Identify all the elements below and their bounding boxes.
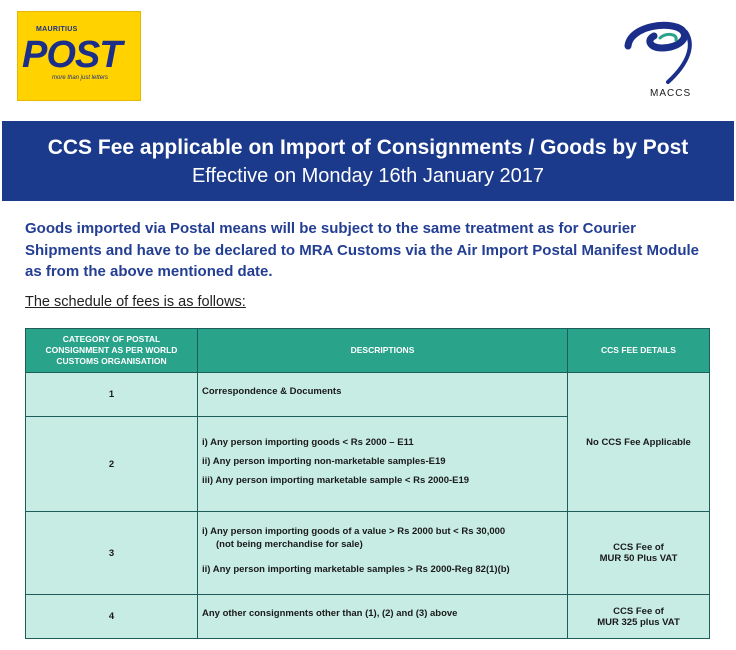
table-row	[26, 595, 710, 639]
description-line: iii) Any person importing marketable sample < Rs 2000-E19	[202, 474, 470, 486]
page-subtitle: Effective on Monday 16th January 2017	[191, 165, 545, 187]
fee-cell: No CCS Fee Applicable	[568, 373, 710, 512]
fee-line: CCS Fee of	[613, 542, 664, 553]
description-cell	[198, 373, 568, 417]
table-header-row	[26, 329, 710, 373]
fee-cell	[568, 595, 710, 639]
header-descriptions: DESCRIPTIONS	[198, 329, 568, 373]
category-cell: 2	[26, 417, 198, 512]
category-cell: 3	[26, 512, 198, 595]
description-cell	[198, 595, 568, 639]
page-title: CCS Fee applicable on Import of Consignments / Goods by Post	[47, 136, 689, 159]
description-line: ii) Any person importing marketable samples > Rs 2000-Reg 82(1)(b)	[202, 563, 510, 575]
mauritius-post-logo	[17, 11, 141, 101]
description-cell	[198, 417, 568, 512]
header-fee: CCS FEE DETAILS	[568, 329, 710, 373]
fee-line: CCS Fee of	[613, 605, 664, 617]
category-cell: 4	[26, 595, 198, 639]
description-line: i) Any person importing goods < Rs 2000 – E11	[202, 436, 414, 448]
description-line: Correspondence & Documents	[202, 386, 342, 397]
fee-line: MUR 50 Plus VAT	[599, 553, 678, 564]
post-logo-tagline: more than just letters	[52, 75, 109, 81]
post-logo-country: MAURITIUS	[36, 26, 78, 33]
maccs-swoosh-icon	[620, 18, 710, 88]
category-cell: 1	[26, 373, 198, 417]
fee-line: MUR 325 plus VAT	[597, 616, 680, 628]
post-logo-wordmark: POST	[22, 34, 122, 76]
intro-paragraph: Goods imported via Postal means will be subject to the same treatment as for Courier Shipments and have to be declared to MRA Customs via the Air Import Postal Manifest Module as from the above mentioned date.	[25, 220, 699, 280]
fee-schedule-table	[25, 328, 710, 639]
maccs-logo-text: MACCS	[650, 88, 692, 99]
table-row	[26, 373, 710, 417]
fee-cell	[568, 512, 710, 595]
header-category: CATEGORY OF POSTAL CONSIGNMENT AS PER WORLD CUSTOMS ORGANISATION	[26, 329, 198, 373]
description-line: i) Any person importing goods of a value > Rs 2000 but < Rs 30,000	[202, 525, 506, 537]
maccs-logo	[620, 18, 710, 104]
schedule-heading: The schedule of fees is as follows:	[25, 294, 246, 310]
description-line: Any other consignments other than (1), (2) and (3) above	[202, 608, 458, 619]
description-cell	[198, 512, 568, 595]
table-row	[26, 512, 710, 595]
title-banner	[2, 121, 734, 201]
description-line: ii) Any person importing non-marketable samples-E19	[202, 455, 446, 467]
description-line: (not being merchandise for sale)	[216, 538, 363, 550]
